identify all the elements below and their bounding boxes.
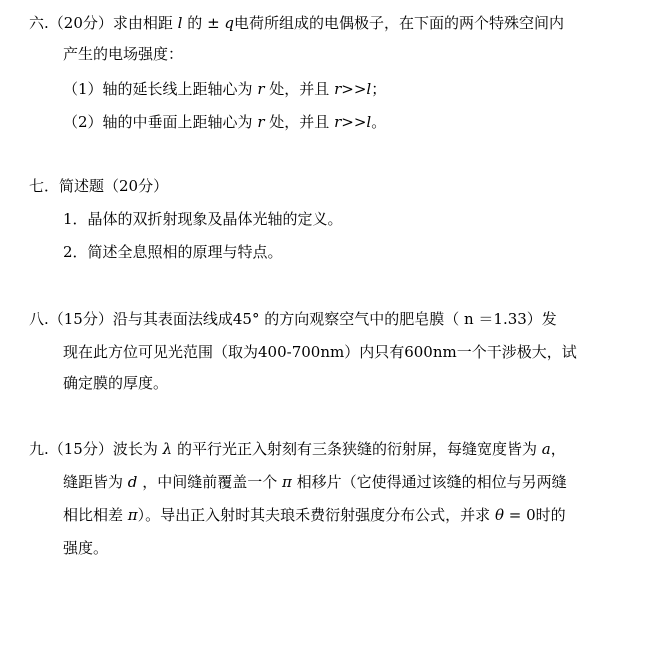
q8-line-3: 确定膜的厚度。 bbox=[63, 374, 169, 392]
q6-text-c: 电荷所组成的电偶极子，在下面的两个特殊空间内 bbox=[234, 14, 565, 32]
q6-item-1-number: （1） bbox=[63, 80, 103, 98]
q6-plus-minus: ± bbox=[207, 14, 220, 32]
q9-var-a: a bbox=[541, 440, 551, 458]
q7-title: 七．简述题（20分） bbox=[29, 177, 169, 195]
q9-text-a: 九.（15分）波长为 bbox=[29, 440, 158, 458]
q6-item-2-number: （2） bbox=[63, 113, 103, 131]
q6-var-q: q bbox=[224, 14, 235, 32]
q9-var-lambda: λ bbox=[162, 440, 173, 458]
q9-var-pi-2: π bbox=[127, 506, 138, 524]
q7-item-1: 1．晶体的双折射现象及晶体光轴的定义。 bbox=[63, 210, 343, 228]
q8-line-1: 八.（15分）沿与其表面法线成45° 的方向观察空气中的肥皂膜（ n ＝1.33）发 bbox=[29, 310, 557, 328]
q9-var-theta: θ bbox=[494, 506, 504, 524]
q6-item-1 bbox=[63, 78, 386, 100]
q6-item-1-end: ； bbox=[371, 80, 387, 98]
q9-eq-zero: = 0 bbox=[508, 506, 536, 524]
q9-line-3-text-b: ）。导出正入射时其夫琅禾费衍射强度分布公式，并求 bbox=[137, 506, 491, 524]
q6-score: （20分） bbox=[48, 14, 113, 32]
q8-line-2: 现在此方位可见光范围（取为400-700nm）内只有600nm一个干涉极大，试 bbox=[63, 343, 577, 361]
q6-item-2 bbox=[63, 111, 386, 133]
q9-var-pi-1: π bbox=[281, 473, 292, 491]
q9-line-4: 强度。 bbox=[63, 539, 109, 557]
q6-text-b: 的 bbox=[187, 14, 203, 32]
q9-line-2-text-a: 缝距皆为 bbox=[63, 473, 124, 491]
q6-number: 六. bbox=[29, 14, 49, 32]
q6-item-2-var-r: r bbox=[257, 113, 265, 131]
q9-line-2-text-c: 相移片（它使得通过该缝的相位与另两缝 bbox=[296, 473, 567, 491]
q6-item-1-cond-l: l bbox=[366, 80, 372, 98]
q7-item-2: 2．简述全息照相的原理与特点。 bbox=[63, 243, 283, 261]
q6-item-2-text-b: 处，并且 bbox=[269, 113, 330, 131]
q6-text-a: 求由相距 bbox=[112, 14, 173, 32]
q9-var-d: d bbox=[127, 473, 138, 491]
q6-item-1-text-b: 处，并且 bbox=[269, 80, 330, 98]
q6-line-1 bbox=[29, 12, 564, 34]
q6-item-1-var-r: r bbox=[257, 80, 265, 98]
q9-text-b: 的平行光正入射刻有三条狭缝的衍射屏，每缝宽度皆为 bbox=[176, 440, 537, 458]
q6-line-2: 产生的电场强度： bbox=[63, 45, 184, 63]
q9-text-c: ， bbox=[550, 440, 566, 458]
q6-item-1-gt: >> bbox=[341, 80, 367, 98]
q9-line-2 bbox=[63, 471, 567, 493]
q6-var-l: l bbox=[177, 14, 183, 32]
q9-line-3-text-c: 时的 bbox=[535, 506, 566, 524]
q6-item-2-gt: >> bbox=[341, 113, 367, 131]
q6-item-2-cond-l: l bbox=[366, 113, 372, 131]
q6-item-1-text-a: 轴的延长线上距轴心为 bbox=[102, 80, 253, 98]
q6-item-2-text-a: 轴的中垂面上距轴心为 bbox=[102, 113, 253, 131]
q9-line-1 bbox=[29, 438, 566, 460]
q6-item-1-cond-r: r bbox=[334, 80, 342, 98]
q6-item-2-end: 。 bbox=[371, 113, 387, 131]
q9-line-3-text-a: 相比相差 bbox=[63, 506, 124, 524]
q6-item-2-cond-r: r bbox=[334, 113, 342, 131]
q9-line-3 bbox=[63, 504, 566, 526]
q9-line-2-text-b: ，中间缝前覆盖一个 bbox=[142, 473, 278, 491]
